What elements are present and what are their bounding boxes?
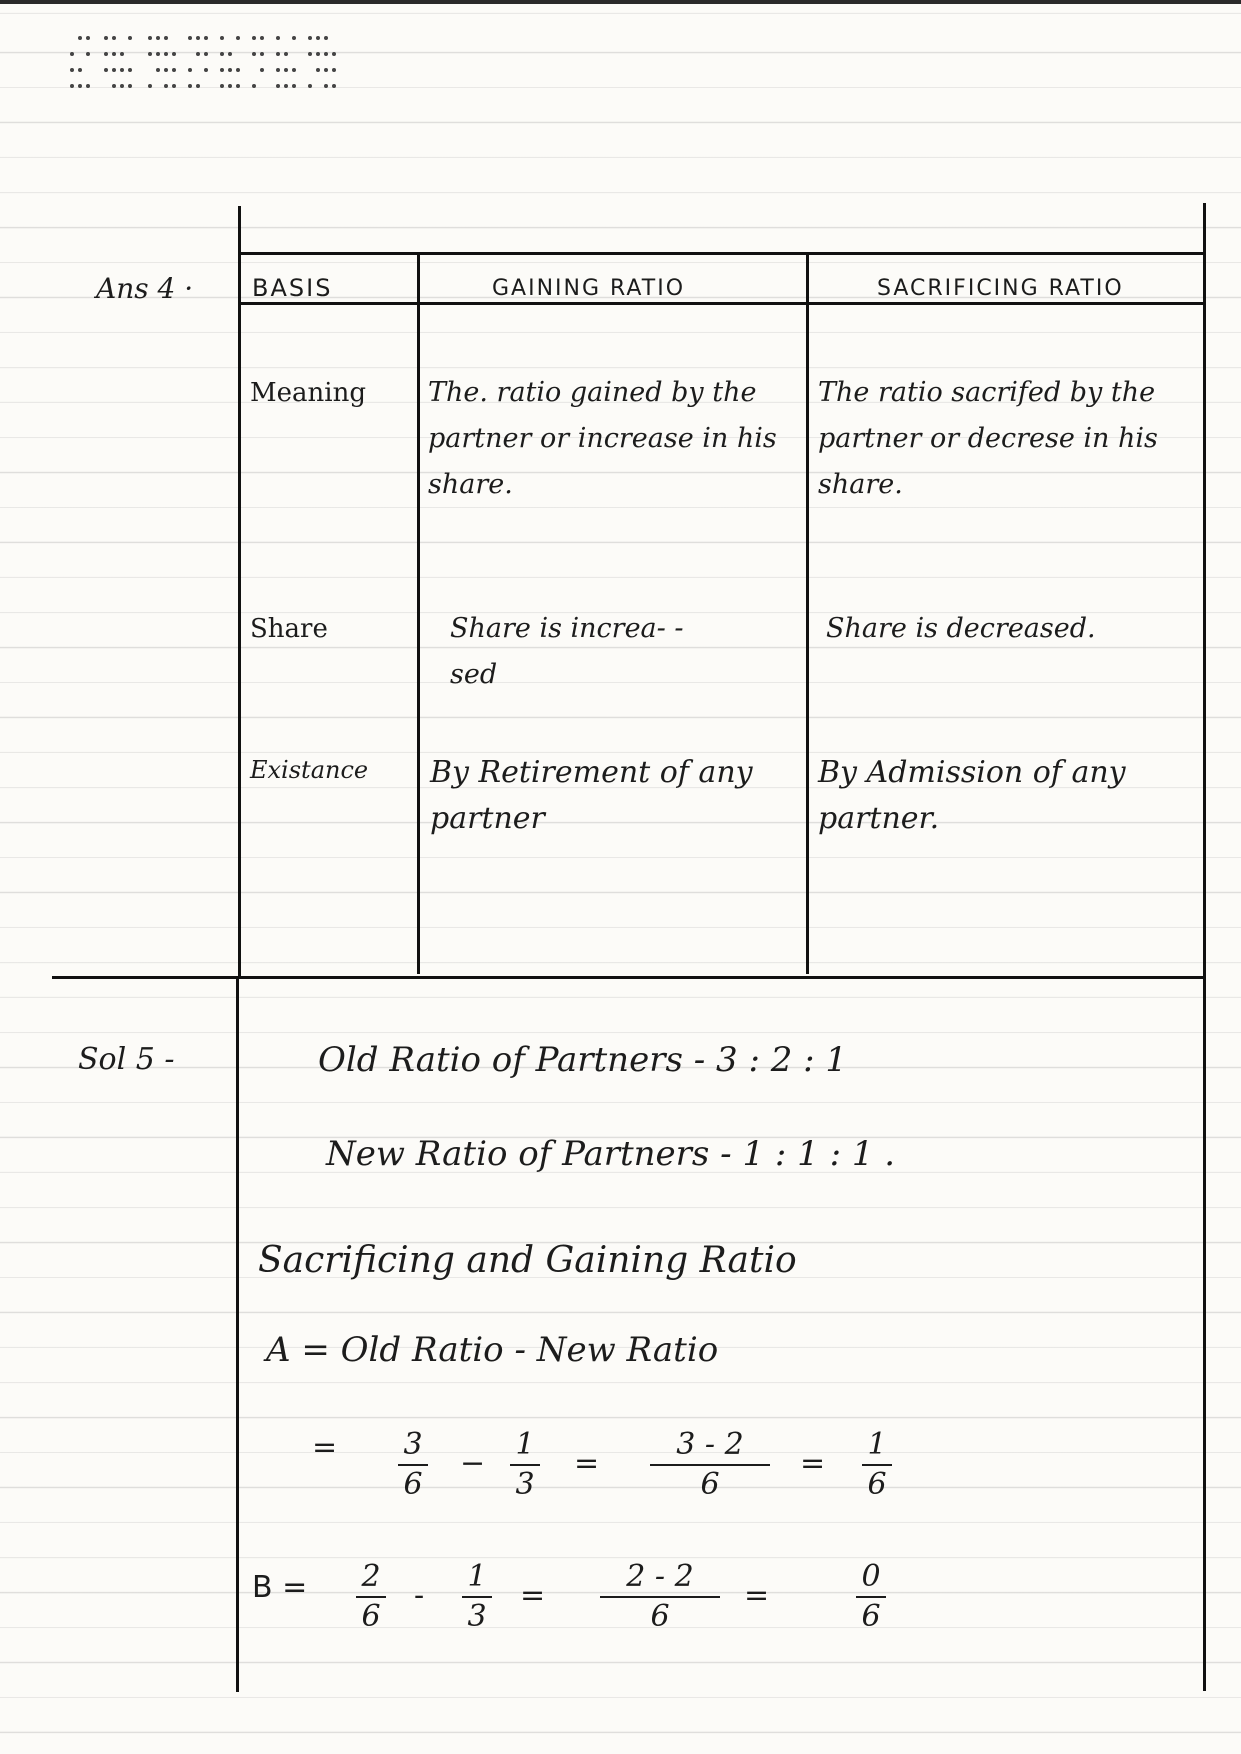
perforation-dot [196,84,200,88]
perforation-dot [172,52,176,56]
perforation-dot [112,52,116,56]
perforation-dot [260,52,264,56]
perforation-dot [128,68,132,72]
eq-a-f4-den: 6 [867,1467,887,1502]
perforation-dot [128,36,132,40]
eq-a-f1-den: 6 [403,1467,423,1502]
perforation-dot [236,68,240,72]
perforation-dot [120,84,124,88]
eq-a-f4-num: 1 [867,1427,887,1462]
old-ratio-line: Old Ratio of Partners - 3 : 2 : 1 [318,1040,848,1080]
eq-a-prefix: = [312,1430,338,1465]
perforation-dot [120,52,124,56]
perforation-dot [252,36,256,40]
eq-b-equals-2: = [744,1578,770,1613]
perforation-dot [292,68,296,72]
eq-b-prefix: B = [252,1570,308,1605]
perforation-dot [252,84,256,88]
perforation-dot [164,84,168,88]
perforation-dot [308,84,312,88]
perforation-dot [220,68,224,72]
eq-b-equals-1: = [520,1578,546,1613]
table-header-underline [238,302,1204,305]
eq-a-equals-2: = [800,1446,826,1481]
row-meaning-sacrificing: The ratio sacrifed by the partner or decrese in his share. [818,377,1158,500]
perforation-dot [148,52,152,56]
table-left-border [238,206,241,976]
perforation-dot [316,68,320,72]
perforation-dot [220,52,224,56]
sacrificing-gaining-heading: Sacrificing and Gaining Ratio [258,1240,797,1281]
perforation-dot [78,68,82,72]
perforation-dot [308,52,312,56]
table-col-divider-1 [417,254,420,974]
perforation-dot [86,52,90,56]
perforation-dot [276,36,280,40]
row-share-sacrificing: Share is decreased. [826,613,1096,644]
eq-b-f2-den: 3 [467,1599,487,1634]
perforation-dot [284,52,288,56]
eq-a-f2-den: 3 [515,1467,535,1502]
perforation-dot [188,68,192,72]
perforation-dot [156,68,160,72]
perforation-dot [164,68,168,72]
perforation-dot [78,36,82,40]
perforation-dot [188,84,192,88]
row-existance-basis: Existance [250,756,369,784]
perforation-dot [284,68,288,72]
header-basis: BASIS [252,274,333,302]
row-share-gaining: Share is increa- -sed [450,613,684,690]
new-ratio-line: New Ratio of Partners - 1 : 1 : 1 . [326,1134,896,1174]
perforation-dot [308,36,312,40]
perforation-dot [112,68,116,72]
eq-a-f1-num: 3 [403,1427,423,1462]
perforation-dot [86,36,90,40]
formula-line: A = Old Ratio - New Ratio [266,1330,719,1370]
perforation-dot [164,36,168,40]
perforation-dot [332,84,336,88]
eq-b-f4-num: 0 [861,1559,881,1594]
perforation-dot [324,84,328,88]
perforation-dot [220,84,224,88]
perforation-dot [120,68,124,72]
perforation-dot [316,52,320,56]
perforation-dot [220,36,224,40]
perforation-dot [228,68,232,72]
perforation-dot [260,68,264,72]
table-col-divider-2 [806,254,809,974]
section-divider [52,976,1204,979]
perforation-dot [228,52,232,56]
perforation-dot [252,52,256,56]
perforation-dot [324,36,328,40]
perforation-dot [276,52,280,56]
row-meaning-gaining: The. ratio gained by the partner or increase in his share. [428,377,777,500]
perforation-dot [204,52,208,56]
eq-b-f3-den: 6 [650,1599,670,1634]
perforation-dot [276,84,280,88]
perforation-dot [112,36,116,40]
perforation-dot [156,52,160,56]
perforation-dot [316,36,320,40]
perforation-dot [236,36,240,40]
perforation-dot [196,52,200,56]
eq-b-operator: - [414,1578,425,1613]
row-existance-sacrificing: By Admission of any partner. [818,755,1126,836]
header-sacrificing-ratio: SACRIFICING RATIO [877,276,1124,301]
eq-a-fraction-2 [510,1428,540,1502]
perforation-dot [284,84,288,88]
eq-a-operator: − [460,1446,486,1481]
eq-b-fraction-2 [462,1560,492,1634]
eq-a-fraction-4 [862,1428,892,1502]
page-top-edge [0,0,1241,4]
eq-b-fraction-1 [356,1560,386,1634]
perforation-dot [236,84,240,88]
row-meaning-basis: Meaning [250,378,366,408]
perforation-dot [148,36,152,40]
perforation-dot [260,36,264,40]
perforation-dot [104,68,108,72]
perforation-dot [70,52,74,56]
eq-b-fraction-3 [600,1560,720,1634]
eq-b-f2-num: 1 [467,1559,487,1594]
perforation-dot [164,52,168,56]
perforation-dot [172,84,176,88]
table-top-line [238,252,1204,255]
eq-b-f4-den: 6 [861,1599,881,1634]
perforation-dot [276,68,280,72]
table-right-border [1203,203,1206,1691]
perforation-dot [148,84,152,88]
perforation-dot [332,52,336,56]
perforation-dot [292,36,296,40]
lower-left-margin [236,976,239,1692]
eq-b-f3-num: 2 - 2 [626,1559,694,1594]
perforation-dot [324,52,328,56]
perforation-dot [156,36,160,40]
perforation-dot [128,84,132,88]
header-gaining-ratio: GAINING RATIO [492,276,686,301]
perforation-dot [104,52,108,56]
eq-a-equals-1: = [574,1446,600,1481]
perforation-dot [204,36,208,40]
perforation-dot [112,84,116,88]
eq-b-f1-den: 6 [361,1599,381,1634]
perforation-dot [228,84,232,88]
perforation-dot [70,68,74,72]
eq-a-f2-num: 1 [515,1427,535,1462]
eq-a-fraction-1 [398,1428,428,1502]
perforation-dot [204,68,208,72]
eq-a-fraction-3 [650,1428,770,1502]
perforation-dot [104,36,108,40]
perforation-dot [196,36,200,40]
eq-b-fraction-4 [856,1560,886,1634]
perforation-dot [172,68,176,72]
answer-4-label: Ans 4 · [96,272,194,305]
perforation-dot [324,68,328,72]
solution-5-label: Sol 5 - [78,1042,175,1077]
row-existance-gaining: By Retirement of any partner [430,755,753,836]
perforation-dot [70,84,74,88]
eq-a-f3-den: 6 [700,1467,720,1502]
perforation-dot [78,84,82,88]
perforation-dot [86,84,90,88]
row-share-basis: Share [250,614,328,644]
punch-holes [70,28,350,110]
eq-b-f1-num: 2 [361,1559,381,1594]
perforation-dot [332,68,336,72]
perforation-dot [292,84,296,88]
perforation-dot [188,36,192,40]
eq-a-f3-num: 3 - 2 [676,1427,744,1462]
